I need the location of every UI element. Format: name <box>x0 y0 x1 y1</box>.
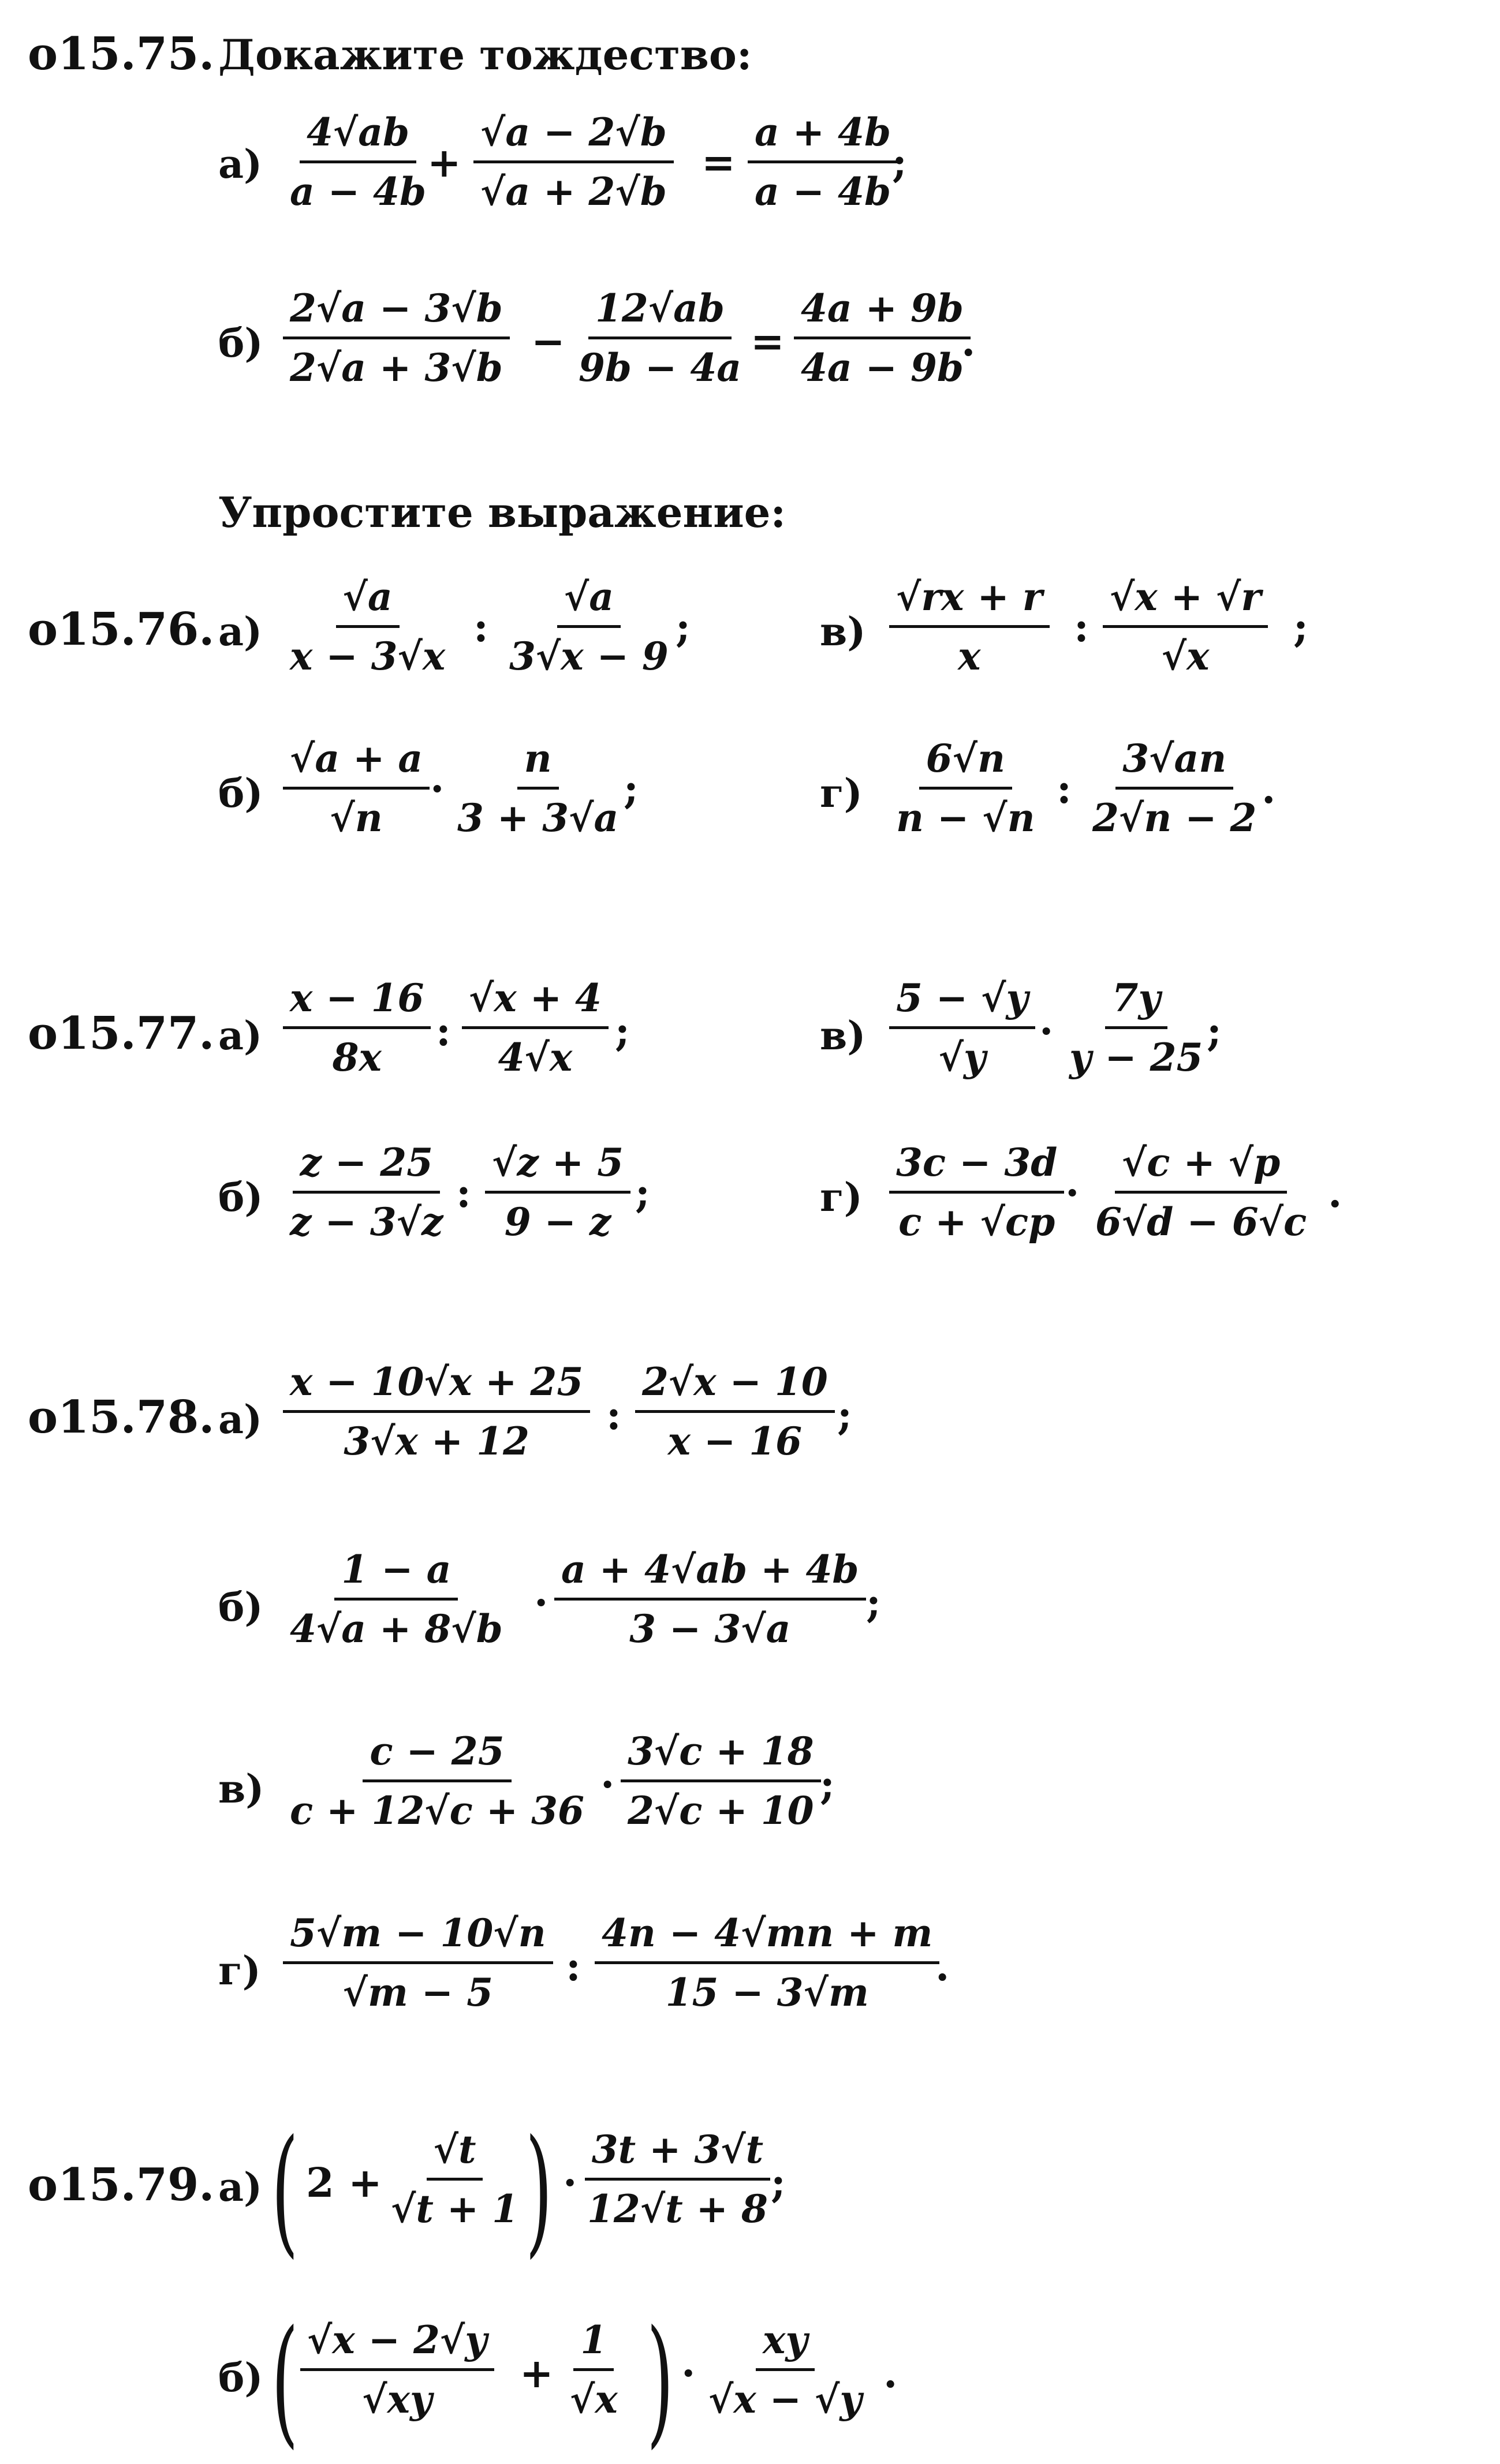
fraction: 7y y − 25 <box>1069 975 1203 1080</box>
fraction: a + 4√ab + 4b 3 − 3√a <box>554 1547 866 1651</box>
problem-number: o15.75. <box>28 28 215 80</box>
divide-sign: : <box>1074 603 1089 651</box>
period: . <box>1328 1169 1342 1217</box>
fraction: 3t + 3√t 12√t + 8 <box>580 2127 775 2231</box>
label-a: а) <box>218 609 263 655</box>
multiply-sign: · <box>1065 1169 1080 1217</box>
label-b: б) <box>218 771 263 817</box>
fraction: √a + a √n <box>283 736 430 840</box>
period: . <box>1262 765 1276 813</box>
plus-sign: + <box>520 2349 554 2397</box>
fraction: 3√c + 18 2√c + 10 <box>621 1729 821 1833</box>
label-b: б) <box>218 1584 263 1631</box>
divide-sign: : <box>473 603 488 651</box>
fraction: x − 16 8x <box>283 975 431 1080</box>
close-parenthesis: ) <box>647 2300 674 2462</box>
fraction: 3√an 2√n − 2 <box>1092 736 1257 840</box>
period: . <box>961 317 976 365</box>
semicolon: ; <box>1207 1007 1222 1055</box>
divide-sign: : <box>436 1007 451 1055</box>
fraction: 5 − √y √y <box>889 975 1035 1080</box>
semicolon: ; <box>866 1579 881 1627</box>
fraction: √x + √r √x <box>1103 574 1268 679</box>
fraction: xy √x − √y <box>708 2317 862 2422</box>
label-a: а) <box>218 1397 263 1443</box>
divide-sign: : <box>566 1942 581 1990</box>
fraction: z − 25 z − 3√z <box>290 1140 443 1244</box>
period: . <box>935 1942 950 1990</box>
section-heading: Упростите выражение: <box>218 488 786 537</box>
multiply-sign: · <box>1039 1007 1054 1055</box>
problem-number: o15.79. <box>28 2159 215 2211</box>
fraction: 5√m − 10√n √m − 5 <box>283 1910 553 2015</box>
problem-number: o15.78. <box>28 1391 215 1444</box>
multiply-sign: · <box>563 2159 577 2207</box>
fraction: 6√n n − √n <box>896 736 1035 840</box>
semicolon: ; <box>892 139 907 186</box>
divide-sign: : <box>1057 765 1072 813</box>
fraction: 12√ab 9b − 4a <box>579 286 742 390</box>
multiply-sign: · <box>681 2349 696 2397</box>
label-g: г) <box>218 1948 261 1994</box>
label-b: б) <box>218 1175 263 1221</box>
fraction: 1 √x <box>570 2317 618 2422</box>
fraction: 2√x − 10 x − 16 <box>635 1359 835 1464</box>
divide-sign: : <box>456 1169 471 1217</box>
label-a: а) <box>218 1013 263 1059</box>
multiply-sign: · <box>600 1760 615 1808</box>
leading-term: 2 + <box>306 2159 382 2207</box>
problem-number: o15.76. <box>28 603 215 656</box>
open-parenthesis: ( <box>271 2300 298 2462</box>
semicolon: ; <box>624 765 639 813</box>
fraction: √a x − 3√x <box>290 574 446 679</box>
semicolon: ; <box>615 1007 630 1055</box>
equals-sign: = <box>702 139 736 186</box>
label-b: б) <box>218 320 263 367</box>
close-parenthesis: ) <box>525 2110 553 2271</box>
problem-number: o15.77. <box>28 1007 215 1060</box>
label-a: а) <box>218 141 263 188</box>
fraction: √z + 5 9 − z <box>485 1140 630 1244</box>
fraction: √a 3√x − 9 <box>509 574 669 679</box>
semicolon: ; <box>676 603 691 651</box>
multiply-sign: · <box>534 1579 548 1627</box>
fraction: x − 10√x + 25 3√x + 12 <box>283 1359 590 1464</box>
minus-sign: − <box>531 317 565 365</box>
label-g: г) <box>820 1175 863 1221</box>
fraction: 4n − 4√mn + m 15 − 3√m <box>595 1910 939 2015</box>
fraction: √rx + r x <box>889 574 1050 679</box>
fraction: 3c − 3d c + √cp <box>889 1140 1064 1244</box>
label-g: г) <box>820 771 863 817</box>
semicolon: ; <box>820 1760 835 1808</box>
label-v: в) <box>820 1013 866 1059</box>
fraction: 4√ab a − 4b <box>290 110 427 214</box>
multiply-sign: · <box>430 765 445 813</box>
fraction: 1 − a 4√a + 8√b <box>290 1547 503 1651</box>
fraction: a + 4b a − 4b <box>748 110 898 214</box>
label-b: б) <box>218 2355 263 2401</box>
fraction: n 3 + 3√a <box>457 736 619 840</box>
fraction: √t √t + 1 <box>391 2127 519 2231</box>
period: . <box>883 2349 898 2397</box>
problem-title: Докажите тождество: <box>218 30 752 79</box>
equals-sign: = <box>751 317 785 365</box>
fraction: √a − 2√b √a + 2√b <box>473 110 674 214</box>
fraction: 4a + 9b 4a − 9b <box>794 286 971 390</box>
fraction: √c + √p 6√d − 6√c <box>1095 1140 1307 1244</box>
divide-sign: : <box>606 1391 621 1439</box>
plus-sign: + <box>427 139 461 186</box>
open-parenthesis: ( <box>271 2110 298 2271</box>
fraction: √x − 2√y √xy <box>300 2317 494 2422</box>
semicolon: ; <box>837 1391 852 1439</box>
label-v: в) <box>218 1766 264 1812</box>
label-v: в) <box>820 609 866 655</box>
semicolon: ; <box>1293 603 1308 651</box>
semicolon: ; <box>771 2159 786 2207</box>
fraction: c − 25 c + 12√c + 36 <box>290 1729 584 1833</box>
semicolon: ; <box>635 1169 650 1217</box>
fraction: √x + 4 4√x <box>462 975 609 1080</box>
label-a: а) <box>218 2164 263 2211</box>
fraction: 2√a − 3√b 2√a + 3√b <box>283 286 510 390</box>
